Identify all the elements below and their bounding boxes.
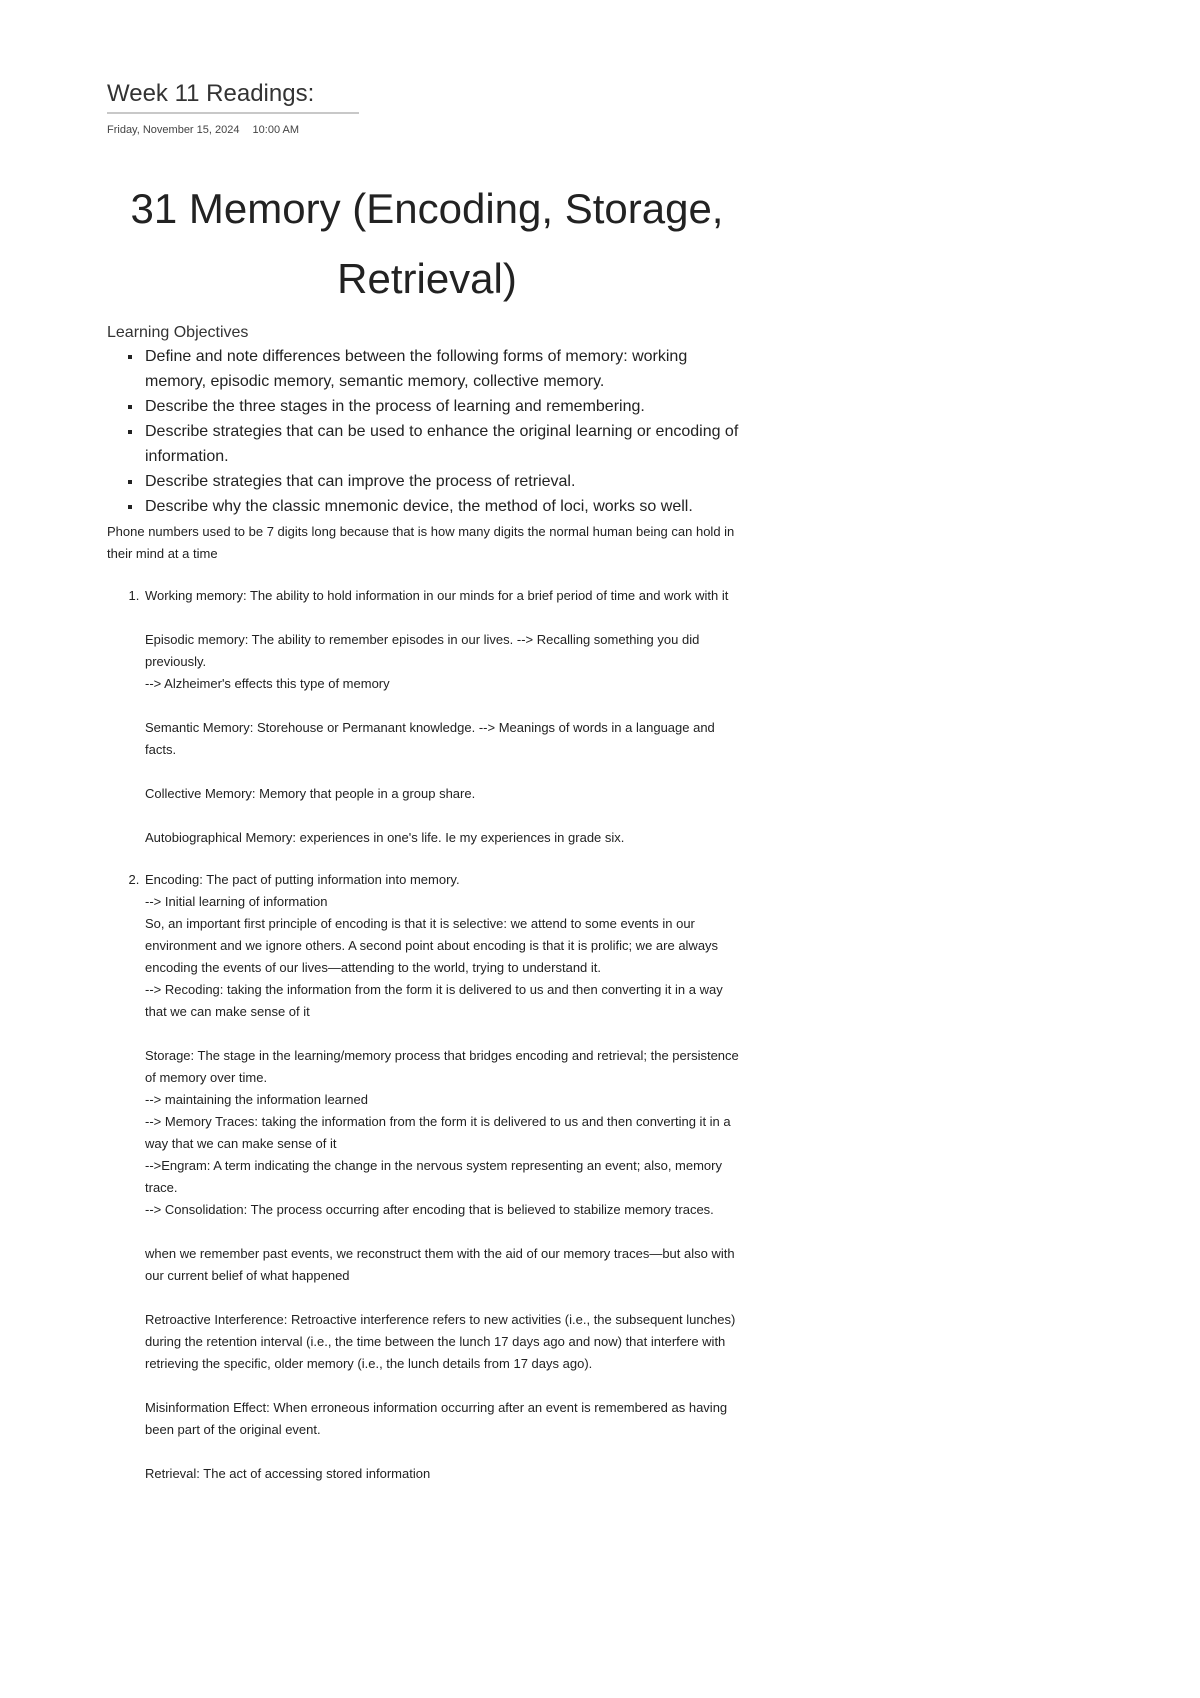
- page-title[interactable]: Week 11 Readings:: [107, 80, 359, 114]
- objective-item: ▪ Define and note differences between the following forms of memory: working memory, episodic memory, semantic memory, collective memory.: [143, 344, 747, 394]
- notes-item-stages: [143, 869, 747, 1485]
- objective-item: ▪ Describe the three stages in the process of learning and remembering.: [143, 394, 747, 419]
- storage-sub-2: --> Memory Traces: taking the information from the form it is delivered to us and then converting it in a way that we can make sense of it: [145, 1114, 731, 1151]
- storage-definition: Storage: The stage in the learning/memory process that bridges encoding and retrieval; the persistence of memory over time.: [145, 1048, 739, 1085]
- intro-note: Phone numbers used to be 7 digits long because that is how many digits the normal human being can hold in their mind at a time: [107, 524, 735, 561]
- retroactive-interference-note: Retroactive Interference: Retroactive interference refers to new activities (i.e., the subsequent lunches) during the retention interval (i.e., the time between the lunch 17 days ago and now) that interfere with retrieving the specific, older memory (i.e., the lunch details from 17 days ago).: [145, 1312, 736, 1371]
- autobiographical-memory-note: Autobiographical Memory: experiences in one's life. Ie my experiences in grade six.: [145, 830, 625, 845]
- episodic-memory-definition: Episodic memory: The ability to remember episodes in our lives. --> Recalling something you did previously.: [145, 632, 700, 669]
- objective-item: ▪ Describe strategies that can be used to enhance the original learning or encoding of information.: [143, 419, 747, 469]
- episodic-memory-sub: --> Alzheimer's effects this type of memory: [145, 676, 390, 691]
- encoding-note: [145, 869, 747, 1023]
- encoding-sub-1: --> Initial learning of information: [145, 894, 328, 909]
- storage-sub-1: --> maintaining the information learned: [145, 1092, 368, 1107]
- storage-note: [145, 1045, 747, 1221]
- note-page: [107, 80, 747, 1485]
- objectives-label: Learning Objectives: [107, 324, 249, 341]
- notes-list: [107, 585, 747, 1485]
- notes-item-memory-types: [143, 585, 747, 849]
- working-memory-note: 1. Working memory: The ability to hold information in our minds for a brief period of time and work with it: [145, 588, 729, 603]
- episodic-memory-note: [145, 629, 747, 695]
- page-meta: [107, 124, 747, 136]
- encoding-definition: 2. Encoding: The pact of putting information into memory.: [145, 872, 460, 887]
- encoding-sub-3: --> Recoding: taking the information from the form it is delivered to us and then converting it in a way that we can make sense of it: [145, 982, 723, 1019]
- page-date: Friday, November 15, 2024: [107, 124, 240, 136]
- retrieval-note: Retrieval: The act of accessing stored information: [145, 1466, 431, 1481]
- storage-sub-4: --> Consolidation: The process occurring after encoding that is believed to stabilize memory traces.: [145, 1202, 714, 1217]
- objective-item: ▪ Describe strategies that can improve the process of retrieval.: [143, 469, 747, 494]
- encoding-sub-2: So, an important first principle of encoding is that it is selective: we attend to some events in our environment and we ignore others. A second point about encoding is that it is prolific; we are always encoding the events of our lives—attending to the world, trying to understand it.: [145, 916, 719, 975]
- reconstruct-note: when we remember past events, we reconstruct them with the aid of our memory traces—but also with our current belief of what happened: [145, 1246, 735, 1283]
- page-time: 10:00 AM: [252, 124, 300, 136]
- collective-memory-note: Collective Memory: Memory that people in a group share.: [145, 786, 476, 801]
- objectives-list: [107, 344, 747, 519]
- objective-item: ▪ Describe why the classic mnemonic device, the method of loci, works so well.: [143, 494, 747, 519]
- semantic-memory-note: Semantic Memory: Storehouse or Permanant knowledge. --> Meanings of words in a language and facts.: [145, 720, 715, 757]
- misinformation-effect-note: Misinformation Effect: When erroneous information occurring after an event is remembered as having been part of the original event.: [145, 1400, 728, 1437]
- storage-sub-3: -->Engram: A term indicating the change in the nervous system representing an event; also, memory trace.: [145, 1158, 722, 1195]
- main-heading: 31 Memory (Encoding, Storage, Retrieval): [130, 185, 724, 302]
